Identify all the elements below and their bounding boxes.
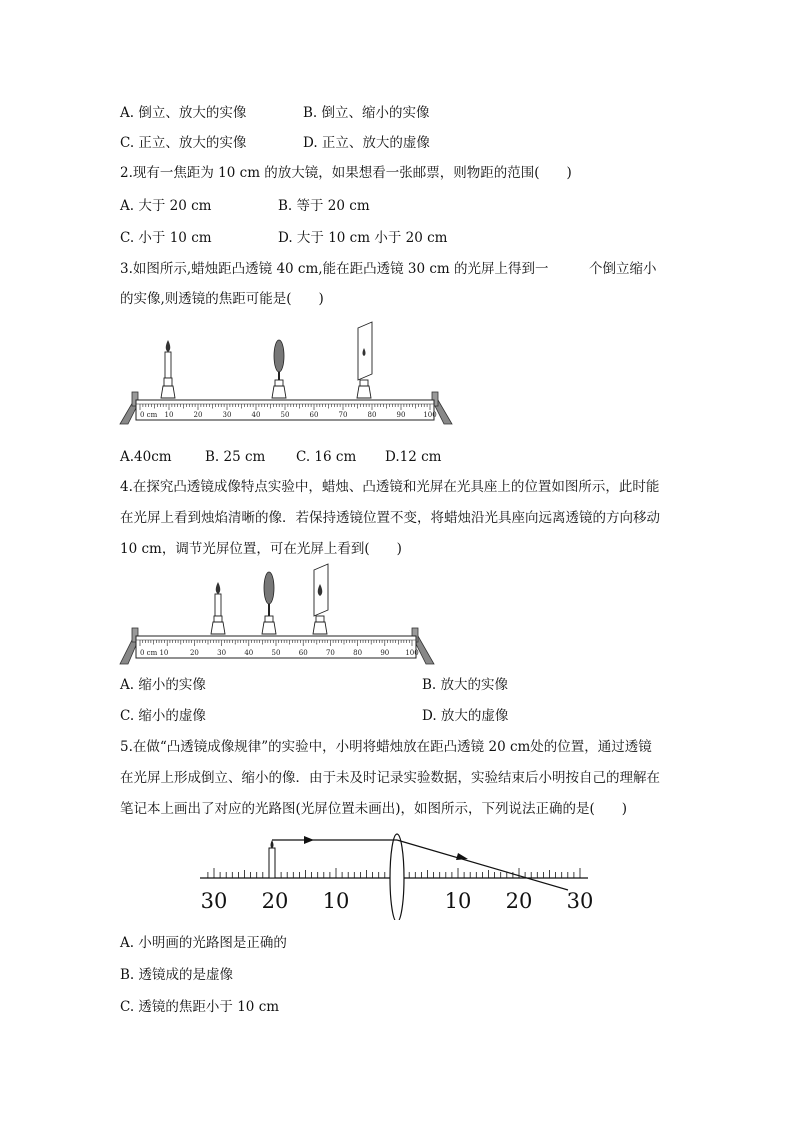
axis-tick-label: 10 xyxy=(444,889,472,913)
q3-stem-line2: 的实像,则透镜的焦距可能是( ) xyxy=(120,291,324,307)
ruler-tick-label: 50 xyxy=(271,649,281,657)
q5-stem-line1: 5.在做“凸透镜成像规律”的实验中，小明将蜡烛放在距凸透镜 20 cm处的位置，通过透镜 xyxy=(120,739,652,755)
ruler-tick-label: 0 cm 10 xyxy=(140,649,169,657)
q3-option-c: C. 16 cm xyxy=(296,449,357,465)
q4-option-a: A. 缩小的实像 xyxy=(120,677,206,693)
ruler-tick-label: 60 xyxy=(298,649,308,657)
q5-ray-arrow-2 xyxy=(456,853,468,860)
q5-option-c: C. 透镜的焦距小于 10 cm xyxy=(120,999,280,1015)
q4-optical-bench-figure xyxy=(118,560,438,670)
q5-option-a: A. 小明画的光路图是正确的 xyxy=(120,935,287,951)
ruler-tick-label: 100 xyxy=(405,649,419,657)
q4-candle xyxy=(211,582,225,634)
q4-stem-line1: 4.在探究凸透镜成像特点实验中，蜡烛、凸透镜和光屏在光具座上的位置如图所示，此时能 xyxy=(120,479,660,495)
axis-tick-label: 20 xyxy=(261,889,289,913)
q3-convex-lens xyxy=(272,340,286,398)
q3-light-screen xyxy=(357,322,372,398)
q3-optical-bench-figure xyxy=(116,318,456,432)
ruler-tick-label: 20 xyxy=(189,649,199,657)
ruler-tick-label: 70 xyxy=(338,411,348,419)
q1-option-a: A. 倒立、放大的实像 xyxy=(120,105,247,121)
q2-option-d: D. 大于 10 cm 小于 20 cm xyxy=(278,230,448,246)
q5-convex-lens xyxy=(390,834,404,920)
q3-candle xyxy=(161,340,175,398)
q3-stem-line1: 3.如图所示,蜡烛距凸透镜 40 cm,能在距凸透镜 30 cm 的光屏上得到一 个倒立缩小 xyxy=(120,261,657,277)
q4-light-screen xyxy=(313,564,328,634)
axis-tick-label: 10 xyxy=(322,889,350,913)
q5-stem-line3: 笔记本上画出了对应的光路图(光屏位置未画出)，如图所示，下列说法正确的是( ) xyxy=(120,801,628,817)
ruler-tick-label: 20 xyxy=(193,411,203,419)
q1-option-d: D. 正立、放大的虚像 xyxy=(303,135,430,151)
q5-light-path-figure xyxy=(196,828,604,920)
q1-option-b: B. 倒立、缩小的实像 xyxy=(303,105,430,121)
q5-candle xyxy=(269,840,275,878)
ruler-tick-label: 10 xyxy=(164,411,174,419)
ruler-tick-label: 60 xyxy=(309,411,319,419)
q4-stem-line2: 在光屏上看到烛焰清晰的像．若保持透镜位置不变，将蜡烛沿光具座向远离透镜的方向移动 xyxy=(120,510,660,526)
axis-tick-label: 30 xyxy=(200,889,228,913)
q2-option-c: C. 小于 10 cm xyxy=(120,230,212,246)
ruler-tick-label: 0 cm xyxy=(140,411,158,419)
axis-tick-label: 30 xyxy=(566,889,594,913)
ruler-tick-label: 90 xyxy=(380,649,390,657)
ruler-tick-label: 40 xyxy=(251,411,261,419)
q4-convex-lens xyxy=(262,572,276,634)
ruler-tick-label: 80 xyxy=(367,411,377,419)
ruler-tick-label: 30 xyxy=(217,649,227,657)
q3-option-a: A.40cm xyxy=(120,449,172,465)
q4-option-c: C. 缩小的虚像 xyxy=(120,708,206,724)
ruler-tick-label: 30 xyxy=(222,411,232,419)
ruler-tick-label: 100 xyxy=(423,411,437,419)
q1-option-c: C. 正立、放大的实像 xyxy=(120,135,247,151)
ruler-tick-label: 40 xyxy=(244,649,254,657)
q4-option-d: D. 放大的虚像 xyxy=(422,708,509,724)
q5-ray-arrow-1 xyxy=(304,836,314,844)
q2-option-b: B. 等于 20 cm xyxy=(278,198,370,214)
q5-light-ray xyxy=(272,840,568,890)
q2-stem: 2.现有一焦距为 10 cm 的放大镜，如果想看一张邮票，则物距的范围( ) xyxy=(120,165,572,181)
axis-tick-label: 20 xyxy=(505,889,533,913)
q4-stem-line3: 10 cm，调节光屏位置，可在光屏上看到( ) xyxy=(120,541,402,557)
q3-option-d: D.12 cm xyxy=(385,449,442,465)
q4-option-b: B. 放大的实像 xyxy=(422,677,509,693)
q3-option-b: B. 25 cm xyxy=(205,449,266,465)
ruler-tick-label: 90 xyxy=(396,411,406,419)
ruler-tick-label: 80 xyxy=(353,649,363,657)
ruler-tick-label: 70 xyxy=(325,649,335,657)
q5-option-b: B. 透镜成的是虚像 xyxy=(120,967,234,983)
ruler-tick-label: 50 xyxy=(280,411,290,419)
q2-option-a: A. 大于 20 cm xyxy=(120,198,212,214)
q5-stem-line2: 在光屏上形成倒立、缩小的像．由于未及时记录实验数据，实验结束后小明按自己的理解在 xyxy=(120,770,660,786)
